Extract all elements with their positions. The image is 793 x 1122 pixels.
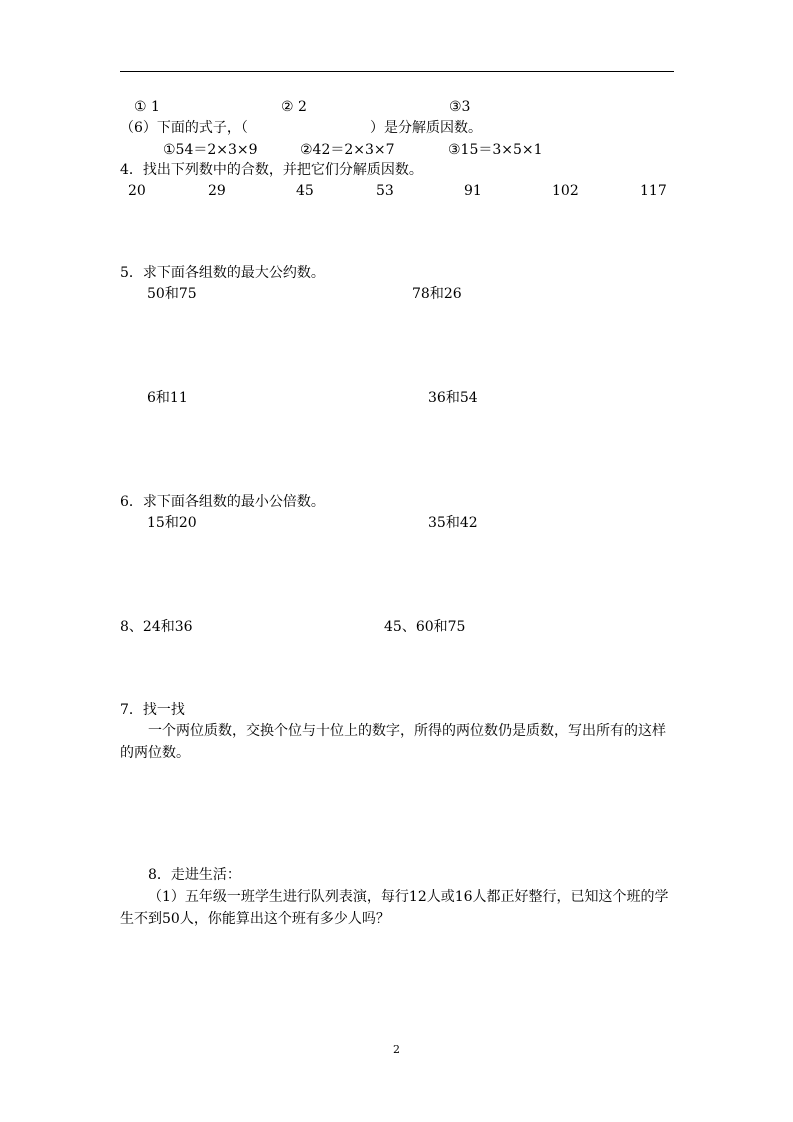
gcd-pair: 78和26 [412,286,462,302]
q6-prompt-start: （6）下面的式子，（ [120,120,248,136]
lcm-triple: 45、60和75 [384,619,466,635]
q4-number: 29 [208,183,226,199]
q4-number: 117 [640,183,667,199]
gcd-pair: 50和75 [147,286,197,302]
q7-title: 7．找一找 [120,702,185,718]
gcd-pair: 36和54 [428,390,478,406]
lcm-triple: 8、24和36 [120,619,193,635]
q4-number: 102 [552,183,579,199]
q4-title: 4．找出下列数中的合数，并把它们分解质因数。 [120,162,423,178]
q6-prompt-end: ）是分解质因数。 [370,120,482,136]
q8-body: （1）五年级一班学生进行队列表演，每行12人或16人都正好整行，已知这个班的学生不到50人，你能算出这个班有多少人吗？ [120,889,669,927]
q5-option-3: ③3 [449,99,471,115]
q4-number: 45 [296,183,314,199]
q8-title: 8．走进生活： [148,867,241,883]
q5-option-1: ① 1 [134,99,160,115]
q4-number: 53 [376,183,394,199]
header-rule [120,71,674,72]
q5-option-2: ② 2 [281,99,307,115]
q6-title: 6．求下面各组数的最小公倍数。 [120,494,325,510]
lcm-pair: 15和20 [147,515,197,531]
q6-option-3: ③15＝3×5×1 [448,142,543,158]
page-number: 2 [393,1043,400,1056]
q7-body: 一个两位质数，交换个位与十位上的数字，所得的两位数仍是质数，写出所有的这样的两位数。 [120,723,666,761]
q4-number: 91 [464,183,482,199]
gcd-pair: 6和11 [147,390,188,406]
q5-title: 5．求下面各组数的最大公约数。 [120,265,325,281]
q4-number: 20 [128,183,146,199]
q6-option-1: ①54＝2×3×9 [163,142,258,158]
lcm-pair: 35和42 [428,515,478,531]
q6-option-2: ②42＝2×3×7 [300,142,395,158]
